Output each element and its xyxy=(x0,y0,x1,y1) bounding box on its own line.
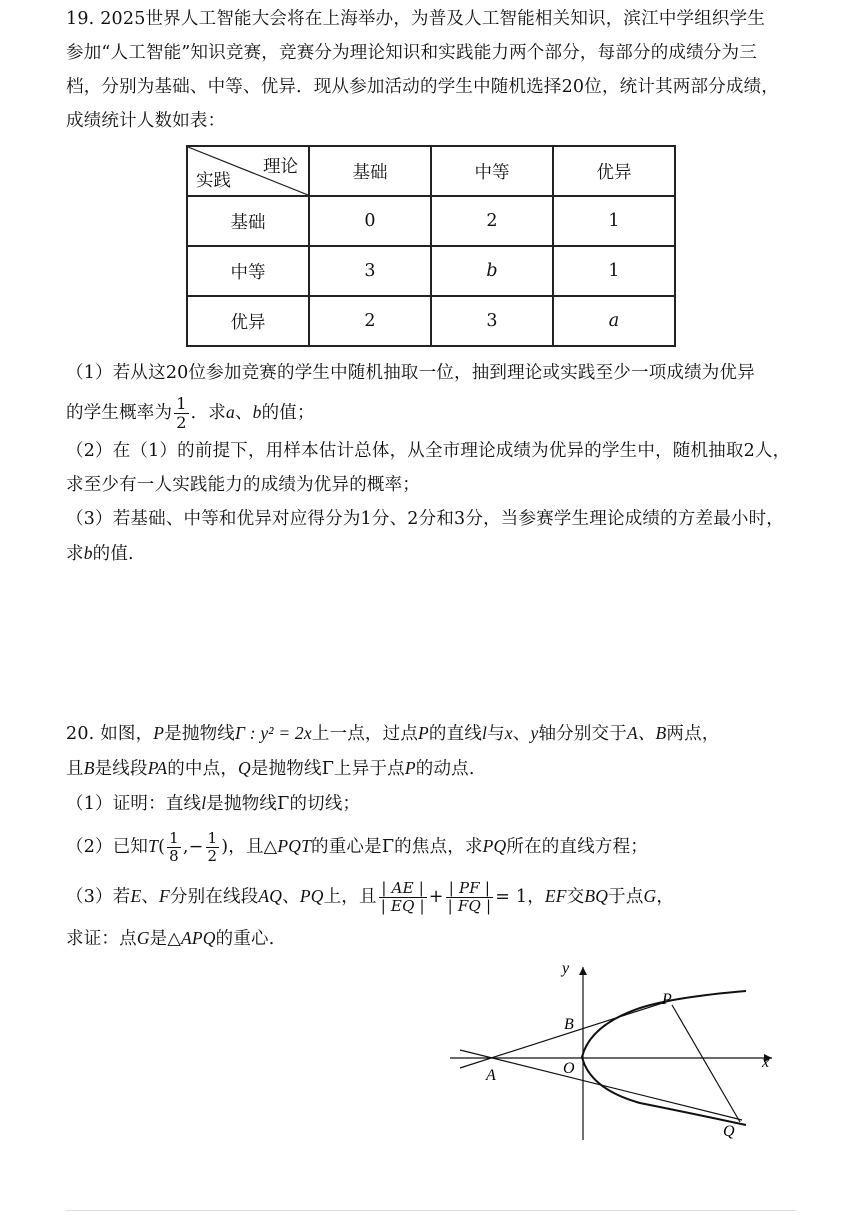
var: PQ xyxy=(482,836,507,856)
q19-part3-line2 xyxy=(66,536,796,571)
text: 所在的直线方程； xyxy=(506,837,649,857)
label-x: x xyxy=(762,1054,770,1071)
table-cell: 2 xyxy=(431,196,553,246)
table-row xyxy=(187,246,675,296)
frac-num: 1 xyxy=(169,829,179,847)
text: 是抛物线 xyxy=(250,759,322,779)
text: 于点 xyxy=(608,887,644,907)
frac-den: 8 xyxy=(169,847,179,865)
corner-practice-label: 实践 xyxy=(196,171,231,191)
table-cell: 2 xyxy=(309,296,431,346)
var: Γ xyxy=(321,759,335,779)
line-aq xyxy=(460,1050,742,1120)
text: （1）证明：直线 xyxy=(66,794,202,814)
q19-part3-line1 xyxy=(66,502,796,536)
frac-den: 2 xyxy=(176,413,187,432)
var: G xyxy=(643,886,657,906)
table-cell: 3 xyxy=(309,246,431,296)
text: 分，当参赛学生理论成绩的方差最小时， xyxy=(465,509,784,529)
row-header: 中等 xyxy=(187,246,309,296)
text: ．求 xyxy=(190,403,226,423)
text: 上，且 xyxy=(323,887,377,907)
table-corner-cell xyxy=(187,146,309,196)
q19-part2-line2: 求至少有一人实践能力的成绩为优异的概率； xyxy=(66,475,420,495)
col-header: 中等 xyxy=(431,146,553,196)
text: 分和 xyxy=(418,509,455,529)
var: A、B xyxy=(626,723,667,743)
var: x xyxy=(504,723,513,743)
q20-part2: （2）已知T( $\frac{1}{8}$ ,− $\frac{1}{2}$ )，且△PQT的重心是Γ的焦点，求PQ所在的直线方程； xyxy=(66,829,649,865)
fraction-ae-eq xyxy=(379,880,427,915)
text: 、 xyxy=(512,724,531,744)
fraction-one-eighth xyxy=(167,830,181,865)
var: PQ xyxy=(299,886,324,906)
q19-line-2: 参加“人工智能”知识竞赛，竞赛分为理论知识和实践能力两个部分，每部分的成绩分为三 xyxy=(66,43,757,63)
var: B xyxy=(83,758,95,778)
var: BQ xyxy=(584,886,609,906)
text: 的重心. xyxy=(215,929,275,949)
text: 的中点， xyxy=(167,759,239,779)
var: PA xyxy=(147,758,168,778)
table-cell: b xyxy=(431,246,553,296)
var: APQ xyxy=(181,928,216,948)
frac-num: | AE | xyxy=(379,880,427,898)
q20-part3-line2 xyxy=(66,921,796,956)
text: 上异于点 xyxy=(334,759,405,779)
num: 2 xyxy=(407,509,419,529)
q19-part2-line1: （2）在（1）的前提下，用样本估计总体，从全市理论成绩为优异的学生中，随机抽取2人， xyxy=(66,441,791,461)
text: 两点， xyxy=(666,724,720,744)
col-header: 优异 xyxy=(553,146,675,196)
fraction-one-half xyxy=(174,395,188,432)
q19-part1-line2 xyxy=(66,390,796,434)
text: 的学生概率为 xyxy=(66,403,173,423)
frac-num: | PF | xyxy=(446,880,494,898)
label-b: B xyxy=(564,1016,574,1033)
text: 求 xyxy=(66,544,84,564)
var-b: b xyxy=(83,543,93,563)
table-cell: 1 xyxy=(553,246,675,296)
text: 的重心是 xyxy=(311,837,382,857)
text: 交 xyxy=(566,887,585,907)
q20-stem xyxy=(66,716,796,956)
num: 3 xyxy=(454,509,466,529)
q20-line-2 xyxy=(66,751,796,786)
parabola-equation: Γ : y² = 2x xyxy=(235,723,312,743)
table-cell: a xyxy=(553,296,675,346)
text: 与 xyxy=(487,724,505,744)
text: 是线段 xyxy=(94,759,148,779)
q20-part3-line1: （3）若E、F分别在线段AQ、PQ上，且 $\frac{| AE |}{| EQ |}$ + $\frac{| PF |}{| FQ |}$ = 1，EF交BQ于点G， xyxy=(66,879,675,915)
label-y: y xyxy=(562,960,570,977)
q19-stem xyxy=(66,2,796,138)
table-row xyxy=(187,196,675,246)
row-header: 基础 xyxy=(187,196,309,246)
var: G xyxy=(136,928,150,948)
var: T xyxy=(148,836,159,856)
text: ， xyxy=(656,887,675,907)
q20-part1 xyxy=(66,786,796,821)
q19-part1-line1: （1）若从这20位参加竞赛的学生中随机抽取一位，抽到理论或实践至少一项成绩为优异 xyxy=(66,363,755,383)
frac-den: | EQ | xyxy=(380,897,425,915)
text: （3）若基础、中等和优异对应得分为 xyxy=(66,509,361,529)
label-q: Q xyxy=(723,1123,735,1140)
fraction-pf-fq xyxy=(446,880,494,915)
text: （2）已知 xyxy=(66,837,149,857)
score-table xyxy=(186,145,676,347)
text: 轴分别交于 xyxy=(538,724,627,744)
text: 求证：点 xyxy=(66,929,137,949)
text: 分别在线段 xyxy=(169,887,259,907)
var: P xyxy=(153,723,165,743)
frac-num: 1 xyxy=(176,394,187,413)
text: 的切线； xyxy=(289,794,361,814)
q19-line-3: 档，分别为基础、中等、优异．现从参加活动的学生中随机选择20位，统计其两部分成绩， xyxy=(66,77,779,97)
var-a: a xyxy=(226,402,235,422)
var: y xyxy=(530,723,539,743)
frac-num: 1 xyxy=(207,829,218,847)
q19-parts xyxy=(66,356,796,571)
text: 的直线 xyxy=(428,724,483,744)
label-a: A xyxy=(486,1067,496,1084)
text: = 1， xyxy=(495,887,545,907)
var-b: b xyxy=(252,402,262,422)
text: 20. 如图， xyxy=(66,724,154,744)
var: PQT xyxy=(277,836,312,856)
label-o: O xyxy=(563,1060,575,1077)
text: 的动点. xyxy=(415,759,475,779)
q19-line-1: 19. 2025世界人工智能大会将在上海举办，为普及人工智能相关知识，滨江中学组织学生 xyxy=(66,9,766,29)
footer-divider xyxy=(66,1210,796,1211)
var: Γ xyxy=(381,837,395,857)
var: Q xyxy=(238,758,251,778)
table-row xyxy=(187,296,675,346)
text: 的值. xyxy=(92,544,134,564)
var: l xyxy=(201,793,207,813)
q20-line-1 xyxy=(66,716,796,751)
var: EF xyxy=(544,886,567,906)
var: E xyxy=(130,886,142,906)
var: P xyxy=(418,723,429,743)
text: ，且△ xyxy=(228,837,278,857)
num: 1 xyxy=(360,509,372,529)
var: AQ xyxy=(258,886,283,906)
text: 是△ xyxy=(149,929,182,949)
text: 是抛物线 xyxy=(206,794,278,814)
table-header-row xyxy=(187,146,675,196)
frac-den: 2 xyxy=(207,847,218,865)
var: Γ xyxy=(277,794,290,814)
table-cell: 0 xyxy=(309,196,431,246)
fraction-one-half xyxy=(206,830,220,865)
table-cell: 1 xyxy=(553,196,675,246)
text: 、 xyxy=(141,887,160,907)
text: 的焦点，求 xyxy=(394,837,483,857)
var: P xyxy=(404,758,416,778)
var: l xyxy=(482,723,488,743)
segment-pq xyxy=(672,1005,740,1122)
label-p: P xyxy=(662,991,672,1008)
var: F xyxy=(159,886,170,906)
text: 、 xyxy=(282,887,300,907)
q19-line-4: 成绩统计人数如表： xyxy=(66,111,226,131)
corner-theory-label: 理论 xyxy=(263,157,298,177)
text: 分、 xyxy=(371,509,408,529)
text: 、 xyxy=(234,403,253,423)
y-axis-arrow xyxy=(579,967,587,975)
table-cell: 3 xyxy=(431,296,553,346)
parabola-figure xyxy=(450,955,790,1145)
frac-den: | FQ | xyxy=(447,897,492,915)
text: 是抛物线 xyxy=(164,724,235,744)
text: （3）若 xyxy=(66,887,131,907)
text: 的值； xyxy=(261,403,315,423)
col-header: 基础 xyxy=(309,146,431,196)
row-header: 优异 xyxy=(187,296,309,346)
text: 上一点，过点 xyxy=(311,724,419,744)
text: 且 xyxy=(66,759,84,779)
